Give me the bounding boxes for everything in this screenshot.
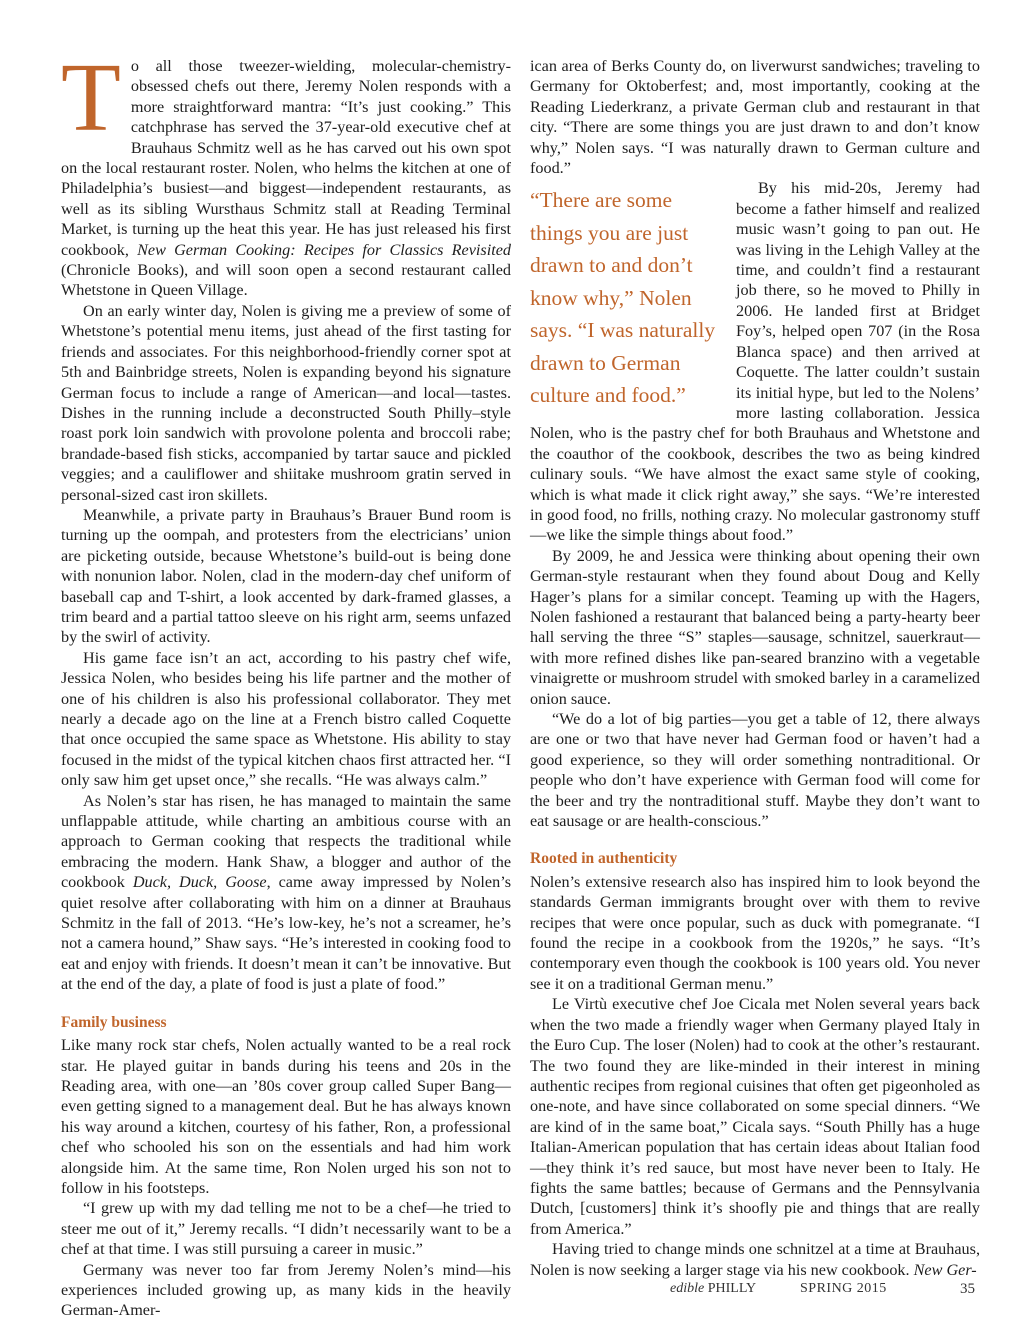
book-title: New German Cooking: Recipes for Classics Revisited [137,240,511,259]
book-title: Duck, Duck, Goose [132,873,267,892]
paragraph: On an early winter day, Nolen is giving me a preview of some of Whetstone’s potential menu items, just ahead of the first tasting for friends and associates. For this neighborhood-friendly corner spot at 5th and Bainbridge streets, Nolen is expanding beyond his signature German focus to include a range of American—and local—tastes. Dishes in the running include a deconstructed South Philly–style roast pork loin sandwich with provolone polenta and broccoli rabe; brandade-based fish sticks, accompanied by tartar sauce and pickled veggies; and a cauliflower and shiitake mushroom gratin served in personal-sized cast iron skillets. [61,301,511,504]
paragraph: Germany was never too far from Jeremy Nolen’s mind—his experiences included growing up, as many kids in the heavily German-Amer- [61,1260,511,1320]
paragraph-text: Having tried to change minds one schnitzel at a time at Brauhaus, Nolen is now seeking a larger stage via his new cookbook. [530,1240,980,1279]
intro-paragraph [61,44,511,301]
publication-name-rest: PHILLY [707,1281,757,1296]
paragraph: Meanwhile, a private party in Brauhaus’s Brauer Bund room is turning up the oompah, and protesters from the electricians’ union are picketing outside, because Whetstone’s build-out is being done with nonunion labor. Nolen, clad in the modern-day chef uniform of baseball cap and T-shirt, a look accented by dark-framed glasses, a trim beard and a partial tattoo sleeve on his right arm, seems unfazed by the swirl of activity. [61,505,511,647]
paragraph [61,791,511,995]
paragraph: Nolen’s extensive research also has inspired him to look beyond the standards German immigrants brought over with them to revive recipes that were once popular, such as duck with pomegranate. “I found the recipe in a cookbook from the 1920s,” he says. “It’s contemporary even though the cookbook is 100 years old. You never see it on a traditional German menu.” [530,872,980,993]
paragraph-text: As Nolen’s star has risen, he has managed to maintain the same unflappable attitude, while charting an ambitious course with an approach to German cooking that respects the traditional while embracing the modern. Hank Shaw, a blogger and author of the cookbook [61,791,511,892]
publication-name [670,1281,756,1297]
paragraph: “I grew up with my dad telling me not to be a chef—he tried to steer me out of it,” Jeremy recalls. “I didn’t necessarily want to be a chef at that time. I was still pursuing a career in music.” [61,1199,511,1259]
book-title-fragment: New Ger- [913,1260,977,1279]
paragraph [530,1239,980,1280]
article-column-left [61,44,511,1321]
drop-cap: T [61,44,121,152]
paragraph: “We do a lot of big parties—you get a table of 12, there always are one or two that have never had German food or haven’t had a good experience, so they will order something nontraditional. Or people who don’t have experience with German food will come for the beer and try the nontraditional stuff. Maybe they don’t want to eat sausage or are health-conscious.” [530,710,980,831]
intro-text: o all those tweezer-wielding, molecular-chemistry-obsessed chefs out there, Jeremy Nolen responds with a more straightforward mantra: “It’s just cooking.” This catchphrase has served the 37-year-old executive chef at Brauhaus Schmitz well as he has carved out his own spot on the local restaurant roster. Nolen, who helms the kitchen at one of Philadelphia’s busiest—and biggest—independent restaurants, as well as its sibling Wursthaus Schmitz stall at Reading Terminal Market, is turning up the heat this year. He has just released his first cookbook, [61,57,511,259]
issue-label: SPRING 2015 [800,1281,887,1296]
section-heading-rooted-in-authenticity: Rooted in authenticity [530,850,678,868]
paragraph: ican area of Berks County do, on liverwurst sandwiches; traveling to Germany for Oktoberfest; and, most importantly, cooking at the Reading Liederkranz, a private German club and restaurant in that city. “There are some things you are just drawn to and don’t know why,” Nolen says. “I was naturally drawn to German culture and food.” [530,57,980,178]
publication-name-italic: edible [670,1281,705,1296]
intro-text-end: (Chronicle Books), and will soon open a second restaurant called Whetstone in Queen Village. [61,261,511,300]
section-heading-family-business: Family business [61,1013,167,1031]
page-number: 35 [960,1281,975,1297]
paragraph: Like many rock star chefs, Nolen actually wanted to be a real rock star. He played guitar in bands during his teens and 20s in the Reading area, with one—an ’80s cover group called Super Bang—even getting signed to a management deal. But he has always known his way around a kitchen, courtesy of his father, Ron, a professional chef who schooled his son on the essentials and had him work alongside him. At the same time, Ron Nolen urged his son not to follow in his footsteps. [61,1036,511,1197]
page-footer [0,1281,1024,1305]
paragraph: His game face isn’t an act, according to his pastry chef wife, Jessica Nolen, who besides being his life partner and the mother of one of his children is also his professional collaborator. They met nearly a decade ago on the line at a French bistro called Coquette that once occupied the same space as Whetstone. His ability to stay focused in the midst of the typical kitchen chaos first attracted her. “I only saw him get upset once,” she recalls. “He was always calm.” [61,648,511,790]
article-column-right [530,56,980,1280]
paragraph: Le Virtù executive chef Joe Cicala met Nolen several years back when the two made a friendly wager when Germany played Italy in the Euro Cup. The loser (Nolen) had to cook at the other’s restaurant. The two found they are like-minded in their interest in mining authentic recipes from regional cuisines that often get pigeonholed as one-note, and have since collaborated on some special dinners. “We are kind of in the same boat,” Cicala says. “South Philly has a huge Italian-American population that has certain ideas about Italian food—they think it’s red sauce, but most have never been to Italy. He fights the same battles; because of Germans and the Pennsylvania Dutch, [customers] think it’s shoofly pie and things that are really from America.” [530,995,980,1238]
pull-quote: “There are some things you are just drawn to and don’t know why,” Nolen says. “I was naturally drawn to German culture and food.” [530,188,716,408]
paragraph: By his mid-20s, Jeremy had become a father himself and realized music wasn’t going to pan out. He was living in the Lehigh Valley at the time, and couldn’t find a restaurant job there, so he moved to Philly in 2006. He landed first at Bridget Foy’s, helped open 707 (in the Rosa Blanca space) and then arrived at Coquette. The latter couldn’t sustain its initial hype, but led to the Nolens’ more lasting collaboration. Jessica Nolen, who is the pastry chef for both Brauhaus and Whetstone and the coauthor of the cookbook, describes the two as being kindred culinary souls. “We have almost the exact same style of cooking, which is what made it click right away,” she says. “We’re interested in good food, no frills, nothing crazy. No molecular gastronomy stuff—we like the simple things about food.” [530,179,980,545]
paragraph: By 2009, he and Jessica were thinking about opening their own German-style restaurant when they found about Doug and Kelly Hager’s plans for a similar concept. Teaming up with the Hagers, Nolen fashioned a restaurant that balanced being a party-hearty beer hall serving the three “S” staples—sausage, schnitzel, sauerkraut—with more refined dishes like pan-seared branzino with a vegetable vinaigrette or mushroom strudel with smoked barley in a caramelized onion sauce. [530,546,980,708]
paragraph-text-end: , came away impressed by Nolen’s quiet resolve after collaborating with him on a dinner at Brauhaus Schmitz in the fall of 2013. “He’s low-key, he’s not a screamer, he’s not a camera hound,” Shaw says. “He’s interested in cooking food to eat and enjoy with friends. It doesn’t mean it can’t be innovative. But at the end of the day, a plate of food is just a plate of food.” [61,873,511,994]
